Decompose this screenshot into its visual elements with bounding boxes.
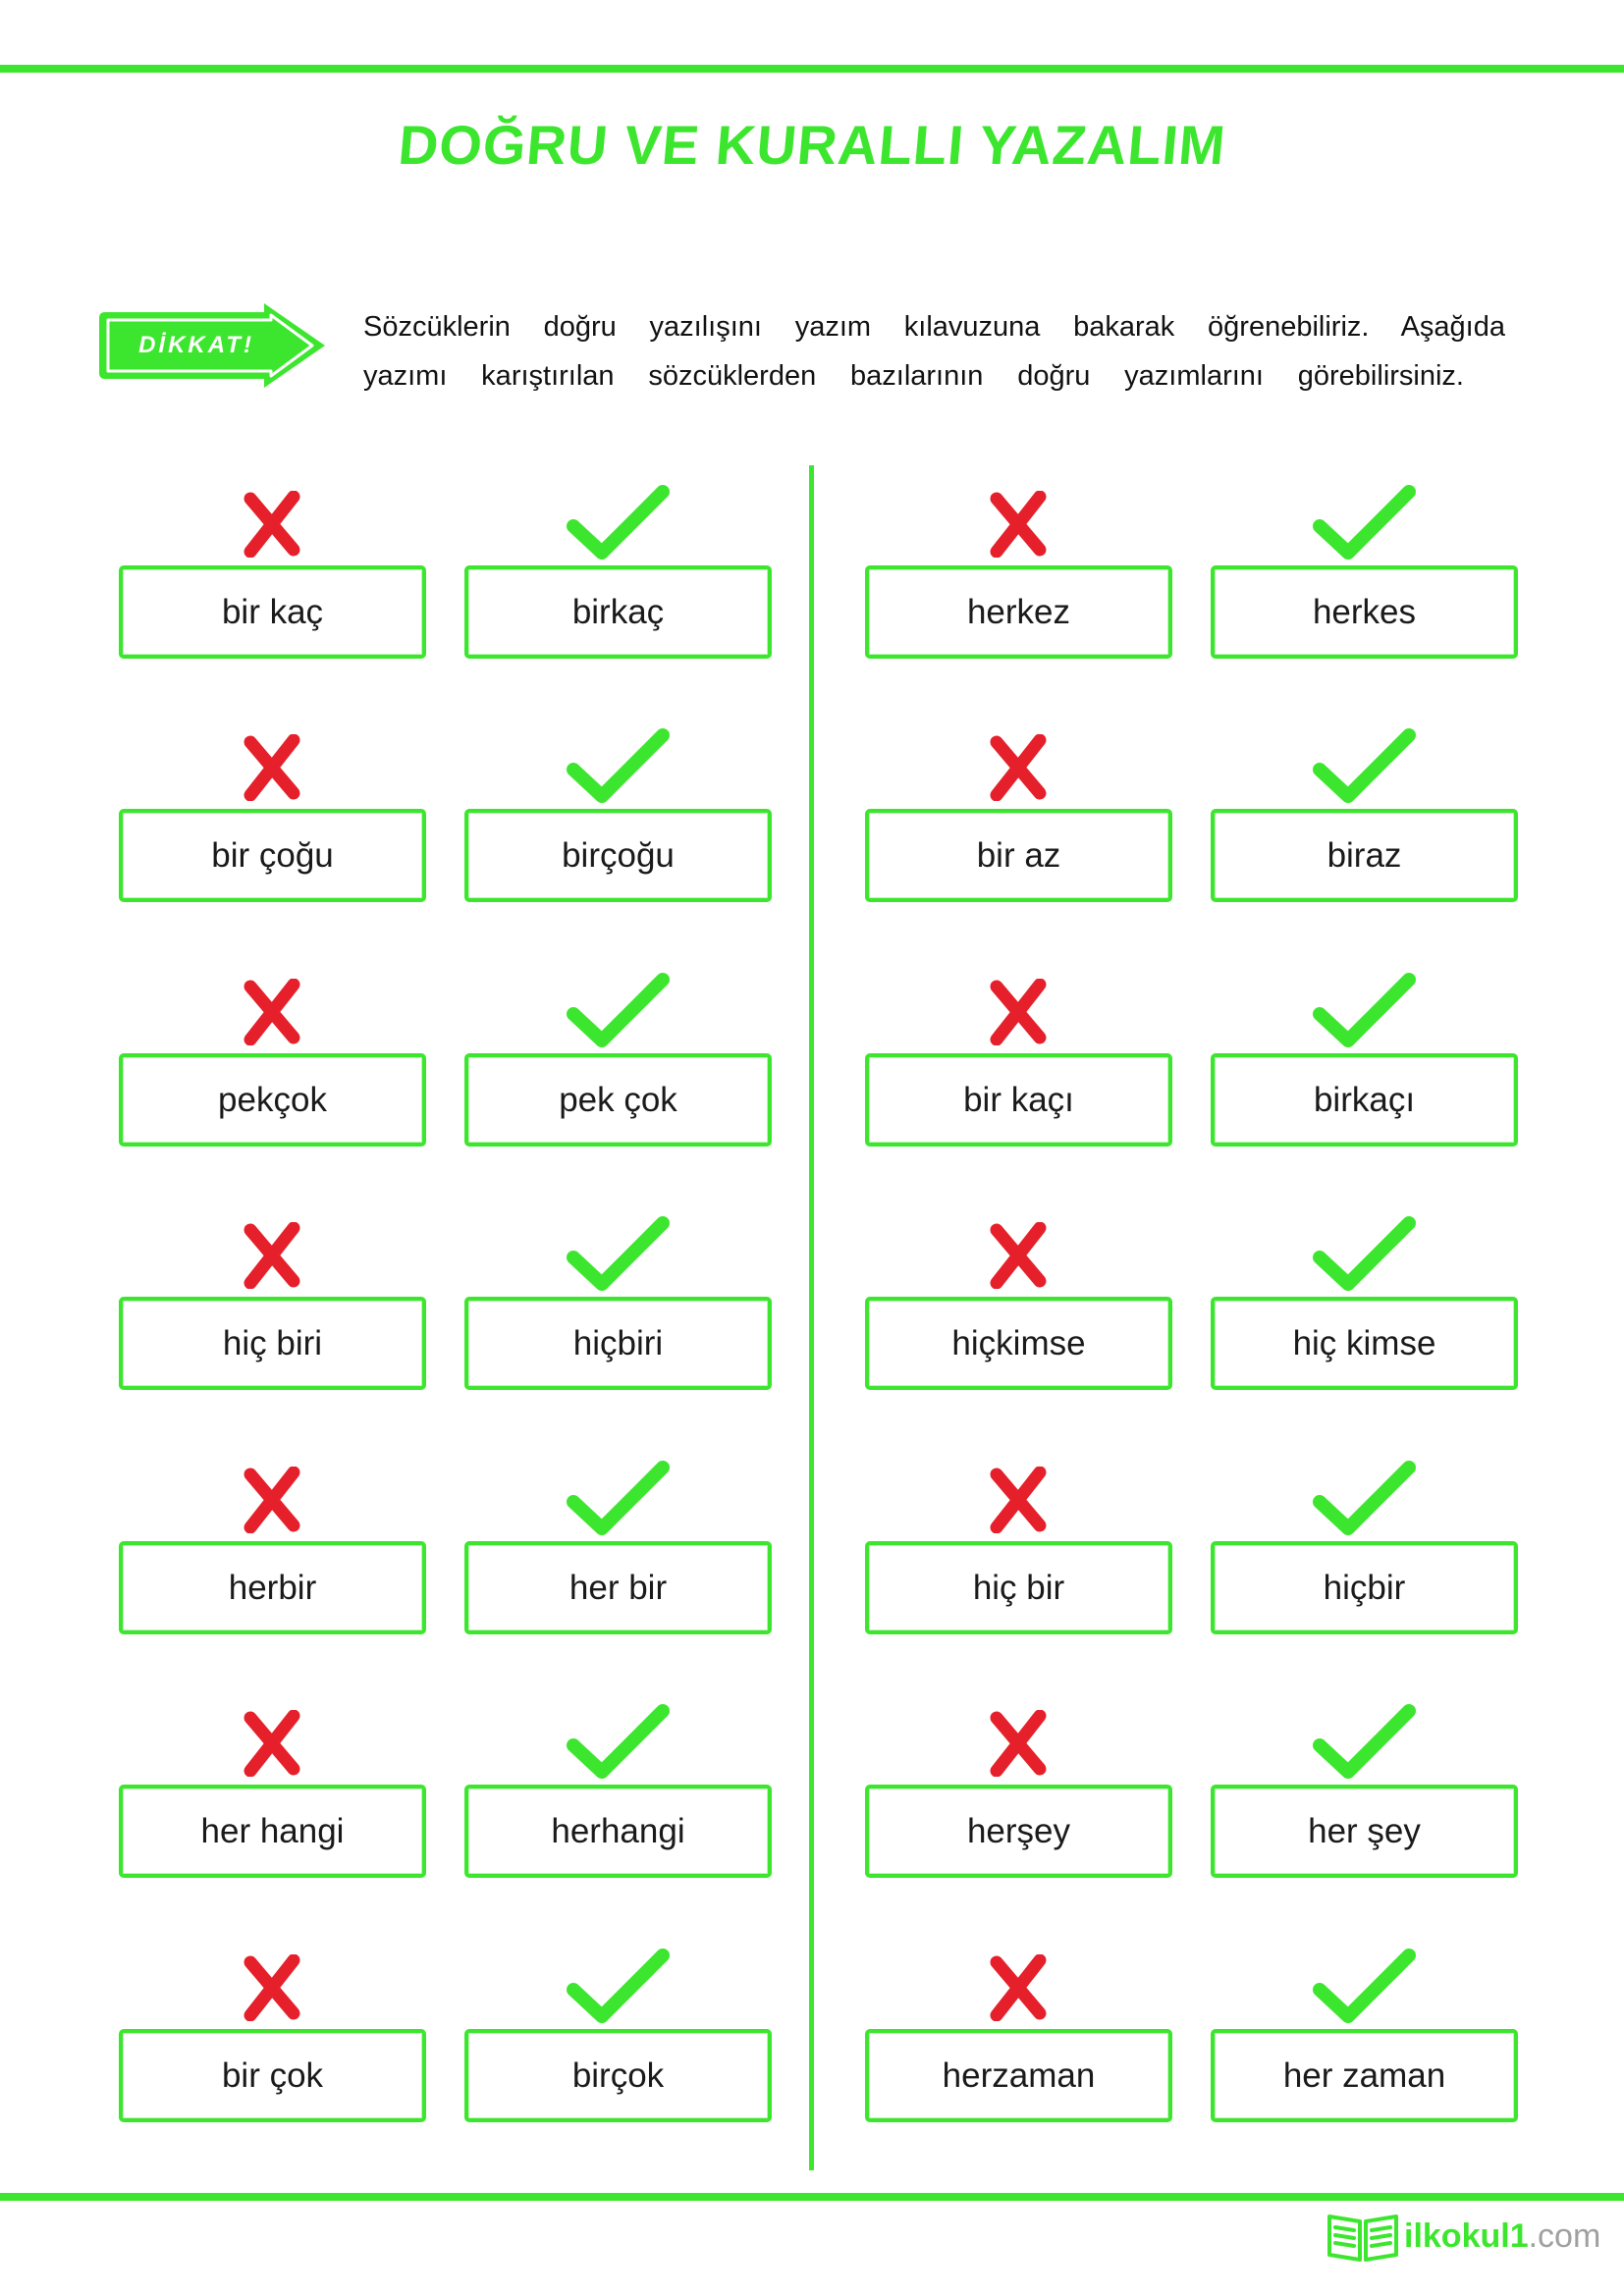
correct-spelling-cell (464, 1214, 772, 1390)
wrong-spelling-text: herkez (966, 592, 1071, 631)
spelling-pair (119, 1702, 773, 1878)
wrong-spelling-text: bir kaçı (963, 1080, 1074, 1119)
check-icon (1311, 971, 1417, 1049)
correct-spelling-box (464, 1541, 772, 1634)
check-icon (565, 1947, 671, 2025)
correct-spelling-box (1211, 565, 1518, 659)
intro-line: yazımı karıştırılan sözcüklerden bazılarının doğru yazımlarını görebilirsiniz. (363, 360, 1464, 392)
cross-icon (241, 1954, 303, 2021)
wrong-spelling-cell (865, 1214, 1172, 1390)
wrong-spelling-box (865, 1053, 1172, 1147)
correct-spelling-text: birkaçı (1313, 1080, 1416, 1119)
wrong-spelling-cell (119, 726, 426, 902)
wrong-spelling-box (119, 1785, 426, 1878)
wrong-spelling-cell (865, 971, 1172, 1147)
spelling-pair (119, 1459, 773, 1634)
check-icon (1311, 1702, 1417, 1781)
correct-spelling-box (464, 1297, 772, 1390)
spelling-pair (119, 483, 773, 659)
check-icon (1311, 1459, 1417, 1537)
spelling-pair (119, 726, 773, 902)
correct-spelling-cell (464, 483, 772, 659)
correct-spelling-cell (1211, 726, 1518, 902)
wrong-spelling-cell (865, 1702, 1172, 1878)
correct-spelling-text: her zaman (1282, 2056, 1446, 2095)
correct-spelling-cell (464, 726, 772, 902)
cross-icon (241, 1222, 303, 1289)
correct-spelling-box (1211, 1297, 1518, 1390)
spelling-pair (865, 483, 1519, 659)
wrong-spelling-box (865, 1785, 1172, 1878)
correct-spelling-text: hiçbir (1323, 1568, 1406, 1607)
wrong-spelling-cell (865, 1459, 1172, 1634)
cross-icon (241, 734, 303, 801)
correct-spelling-box (1211, 1053, 1518, 1147)
wrong-spelling-text: hiç biri (222, 1323, 323, 1362)
check-icon (1311, 1947, 1417, 2025)
wrong-spelling-text: bir kaç (221, 592, 324, 631)
spelling-pair (119, 1214, 773, 1390)
wrong-spelling-text: her hangi (200, 1811, 345, 1850)
wrong-spelling-text: pekçok (218, 1080, 327, 1119)
cross-icon (987, 1710, 1050, 1777)
correct-spelling-text: herhangi (551, 1811, 685, 1850)
correct-spelling-text: birkaç (571, 592, 665, 631)
intro-line: Sözcüklerin doğru yazılışını yazım kılavuzuna bakarak öğrenebiliriz. Aşağıda (363, 311, 1505, 343)
correct-spelling-cell (1211, 1459, 1518, 1634)
wrong-spelling-cell (865, 483, 1172, 659)
correct-spelling-box (1211, 809, 1518, 902)
wrong-spelling-box (119, 2029, 426, 2122)
cross-icon (987, 979, 1050, 1045)
correct-spelling-box (1211, 1541, 1518, 1634)
wrong-spelling-cell (119, 483, 426, 659)
wrong-spelling-text: bir az (976, 835, 1061, 875)
wrong-spelling-box (119, 809, 426, 902)
wrong-spelling-text: hiç bir (972, 1568, 1065, 1607)
wrong-spelling-cell (865, 1947, 1172, 2122)
spelling-pair (119, 971, 773, 1147)
correct-spelling-text: hiç kimse (1292, 1323, 1436, 1362)
open-book-icon (1326, 2211, 1400, 2264)
wrong-spelling-box (865, 565, 1172, 659)
wrong-spelling-text: herzaman (942, 2056, 1096, 2095)
wrong-spelling-text: bir çoğu (211, 835, 334, 875)
correct-spelling-cell (1211, 971, 1518, 1147)
correct-spelling-cell (1211, 1214, 1518, 1390)
wrong-spelling-cell (119, 1214, 426, 1390)
wrong-spelling-box (865, 1541, 1172, 1634)
correct-spelling-text: her şey (1308, 1811, 1421, 1850)
check-icon (565, 971, 671, 1049)
correct-spelling-cell (464, 971, 772, 1147)
wrong-spelling-cell (119, 1947, 426, 2122)
wrong-spelling-cell (119, 1459, 426, 1634)
page-title-text: DOĞRU VE KURALLI YAZALIM (396, 114, 1228, 176)
wrong-spelling-box (119, 565, 426, 659)
correct-spelling-cell (1211, 1702, 1518, 1878)
spelling-pair (119, 1947, 773, 2122)
spelling-pair (865, 971, 1519, 1147)
wrong-spelling-box (865, 809, 1172, 902)
wrong-spelling-box (865, 1297, 1172, 1390)
wrong-spelling-cell (119, 971, 426, 1147)
check-icon (565, 1214, 671, 1293)
correct-spelling-box (464, 1785, 772, 1878)
wrong-spelling-cell (119, 1702, 426, 1878)
wrong-spelling-box (865, 2029, 1172, 2122)
spelling-pair (865, 1459, 1519, 1634)
wrong-spelling-text: herşey (966, 1811, 1071, 1850)
correct-spelling-cell (464, 1947, 772, 2122)
cross-icon (987, 1222, 1050, 1289)
wrong-spelling-text: bir çok (221, 2056, 324, 2095)
logo-wordmark (1404, 2216, 1600, 2256)
wrong-spelling-box (119, 1541, 426, 1634)
cross-icon (241, 491, 303, 558)
wrong-spelling-cell (865, 726, 1172, 902)
cross-icon (241, 1467, 303, 1533)
spelling-pair (865, 726, 1519, 902)
correct-spelling-box (464, 565, 772, 659)
cross-icon (241, 979, 303, 1045)
correct-spelling-text: birçoğu (562, 835, 675, 875)
correct-spelling-text: birçok (571, 2056, 665, 2095)
logo-name: ilkokul1 (1404, 2217, 1529, 2255)
correct-spelling-text: pek çok (559, 1080, 677, 1119)
correct-spelling-box (1211, 2029, 1518, 2122)
check-icon (1311, 726, 1417, 805)
correct-spelling-text: her bir (568, 1568, 668, 1607)
correct-spelling-box (464, 1053, 772, 1147)
column-divider (809, 465, 814, 2170)
wrong-spelling-text: hiçkimse (951, 1323, 1086, 1362)
cross-icon (987, 1954, 1050, 2021)
correct-spelling-cell (464, 1459, 772, 1634)
correct-spelling-cell (464, 1702, 772, 1878)
top-divider (0, 65, 1624, 73)
check-icon (565, 483, 671, 561)
correct-spelling-text: biraz (1326, 835, 1402, 875)
spelling-pair (865, 1214, 1519, 1390)
correct-spelling-text: hiçbiri (572, 1323, 664, 1362)
site-logo (1326, 2209, 1610, 2264)
page-title (0, 114, 1624, 177)
logo-domain: .com (1528, 2217, 1601, 2255)
correct-spelling-box (464, 2029, 772, 2122)
intro-paragraph (363, 302, 1505, 400)
check-icon (1311, 483, 1417, 561)
correct-spelling-cell (1211, 483, 1518, 659)
wrong-spelling-box (119, 1297, 426, 1390)
notice-badge-label: DİKKAT! (138, 332, 254, 358)
check-icon (565, 1459, 671, 1537)
spelling-pair (865, 1947, 1519, 2122)
wrong-spelling-box (119, 1053, 426, 1147)
cross-icon (987, 734, 1050, 801)
notice-badge (99, 303, 325, 388)
correct-spelling-text: herkes (1312, 592, 1417, 631)
cross-icon (241, 1710, 303, 1777)
check-icon (565, 1702, 671, 1781)
cross-icon (987, 491, 1050, 558)
bottom-divider (0, 2193, 1624, 2201)
correct-spelling-cell (1211, 1947, 1518, 2122)
correct-spelling-box (464, 809, 772, 902)
cross-icon (987, 1467, 1050, 1533)
check-icon (1311, 1214, 1417, 1293)
wrong-spelling-text: herbir (228, 1568, 317, 1607)
correct-spelling-box (1211, 1785, 1518, 1878)
spelling-pair (865, 1702, 1519, 1878)
check-icon (565, 726, 671, 805)
